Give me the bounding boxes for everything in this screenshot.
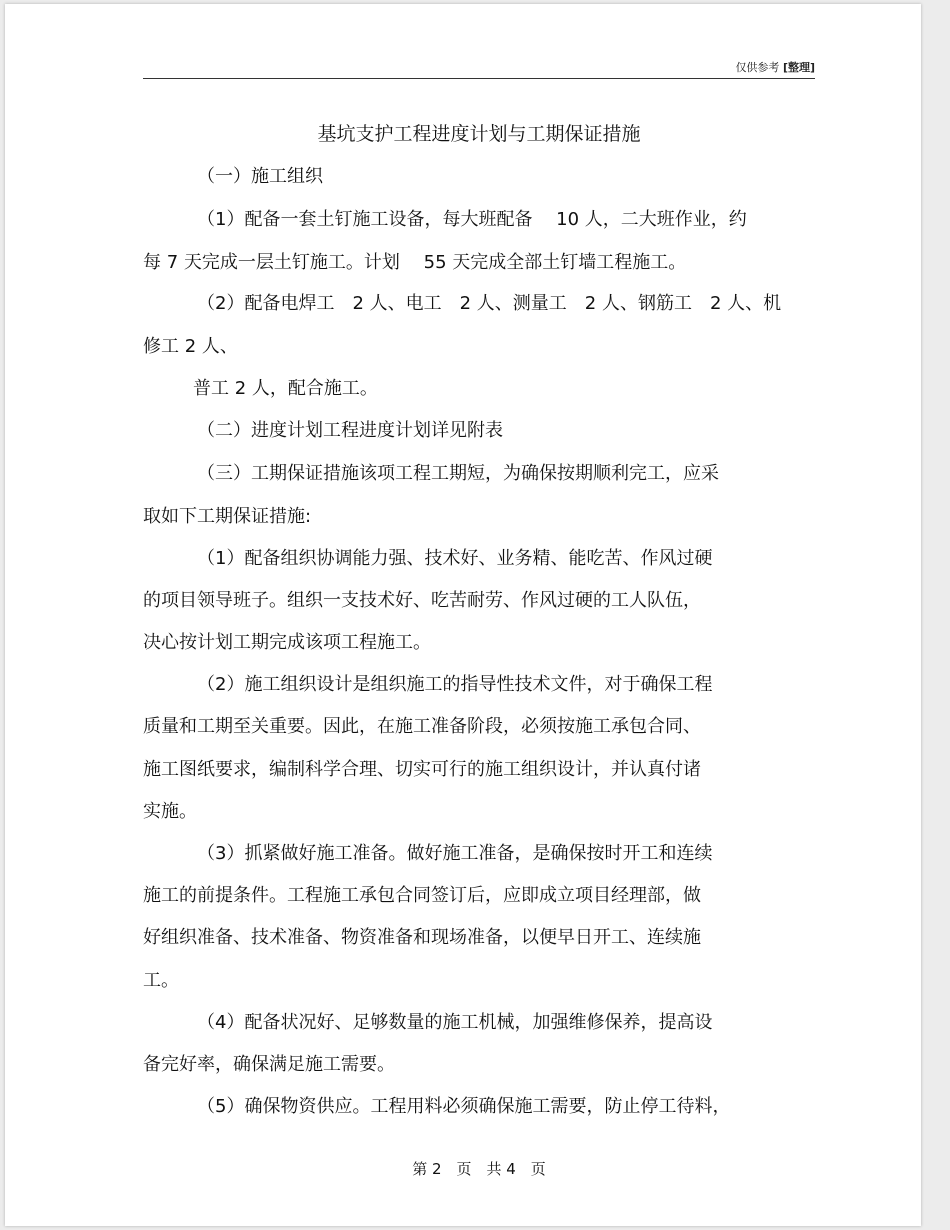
body-line: （三）工期保证措施该项工程工期短，为确保按期顺利完工，应采 [197, 463, 719, 484]
body-line: （一）施工组织 [197, 166, 323, 187]
body-line: （5）确保物资供应。工程用料必须确保施工需要，防止停工待料， [197, 1096, 731, 1117]
body-line: （1）配备组织协调能力强、技术好、业务精、能吃苦、作风过硬 [197, 548, 713, 569]
body-line: （2）配备电焊工 2 人、电工 2 人、测量工 2 人、钢筋工 2 人、机 [197, 293, 782, 314]
body-line: 实施。 [143, 801, 197, 822]
body-line: 的项目领导班子。组织一支技术好、吃苦耐劳、作风过硬的工人队伍， [143, 590, 701, 611]
body-line: 质量和工期至关重要。因此，在施工准备阶段，必须按施工承包合同、 [143, 716, 701, 737]
header-text: 仅供参考 [735, 61, 780, 74]
body-line: 取如下工期保证措施: [143, 506, 312, 527]
body-line: （二）进度计划工程进度计划详见附表 [197, 420, 503, 441]
page-header [143, 58, 815, 79]
body-line: （1）配备一套土钉施工设备，每大班配备 10 人，二大班作业，约 [197, 209, 747, 230]
body-line: 备完好率，确保满足施工需要。 [143, 1054, 395, 1075]
body-line: （4）配备状况好、足够数量的施工机械，加强维修保养，提高设 [197, 1012, 713, 1033]
body-line: （2）施工组织设计是组织施工的指导性技术文件，对于确保工程 [197, 674, 713, 695]
body-line: 修工 2 人、 [143, 336, 238, 357]
document-title: 基坑支护工程进度计划与工期保证措施 [317, 123, 641, 145]
body-line: 施工的前提条件。工程施工承包合同签订后，应即成立项目经理部，做 [143, 885, 701, 906]
body-line: （3）抓紧做好施工准备。做好施工准备，是确保按时开工和连续 [197, 843, 713, 864]
page-footer: 第 2 页 共 4 页 [412, 1160, 546, 1178]
body-line: 每 7 天完成一层土钉施工。计划 55 天完成全部土钉墙工程施工。 [143, 252, 687, 273]
header-tag: [整理] [782, 61, 815, 74]
body-line: 好组织准备、技术准备、物资准备和现场准备，以便早日开工、连续施 [143, 927, 701, 948]
body-line: 普工 2 人，配合施工。 [193, 378, 378, 399]
document-page [5, 4, 921, 1226]
body-line: 工。 [143, 970, 179, 991]
body-line: 施工图纸要求，编制科学合理、切实可行的施工组织设计，并认真付诸 [143, 759, 701, 780]
body-line: 决心按计划工期完成该项工程施工。 [143, 632, 431, 653]
